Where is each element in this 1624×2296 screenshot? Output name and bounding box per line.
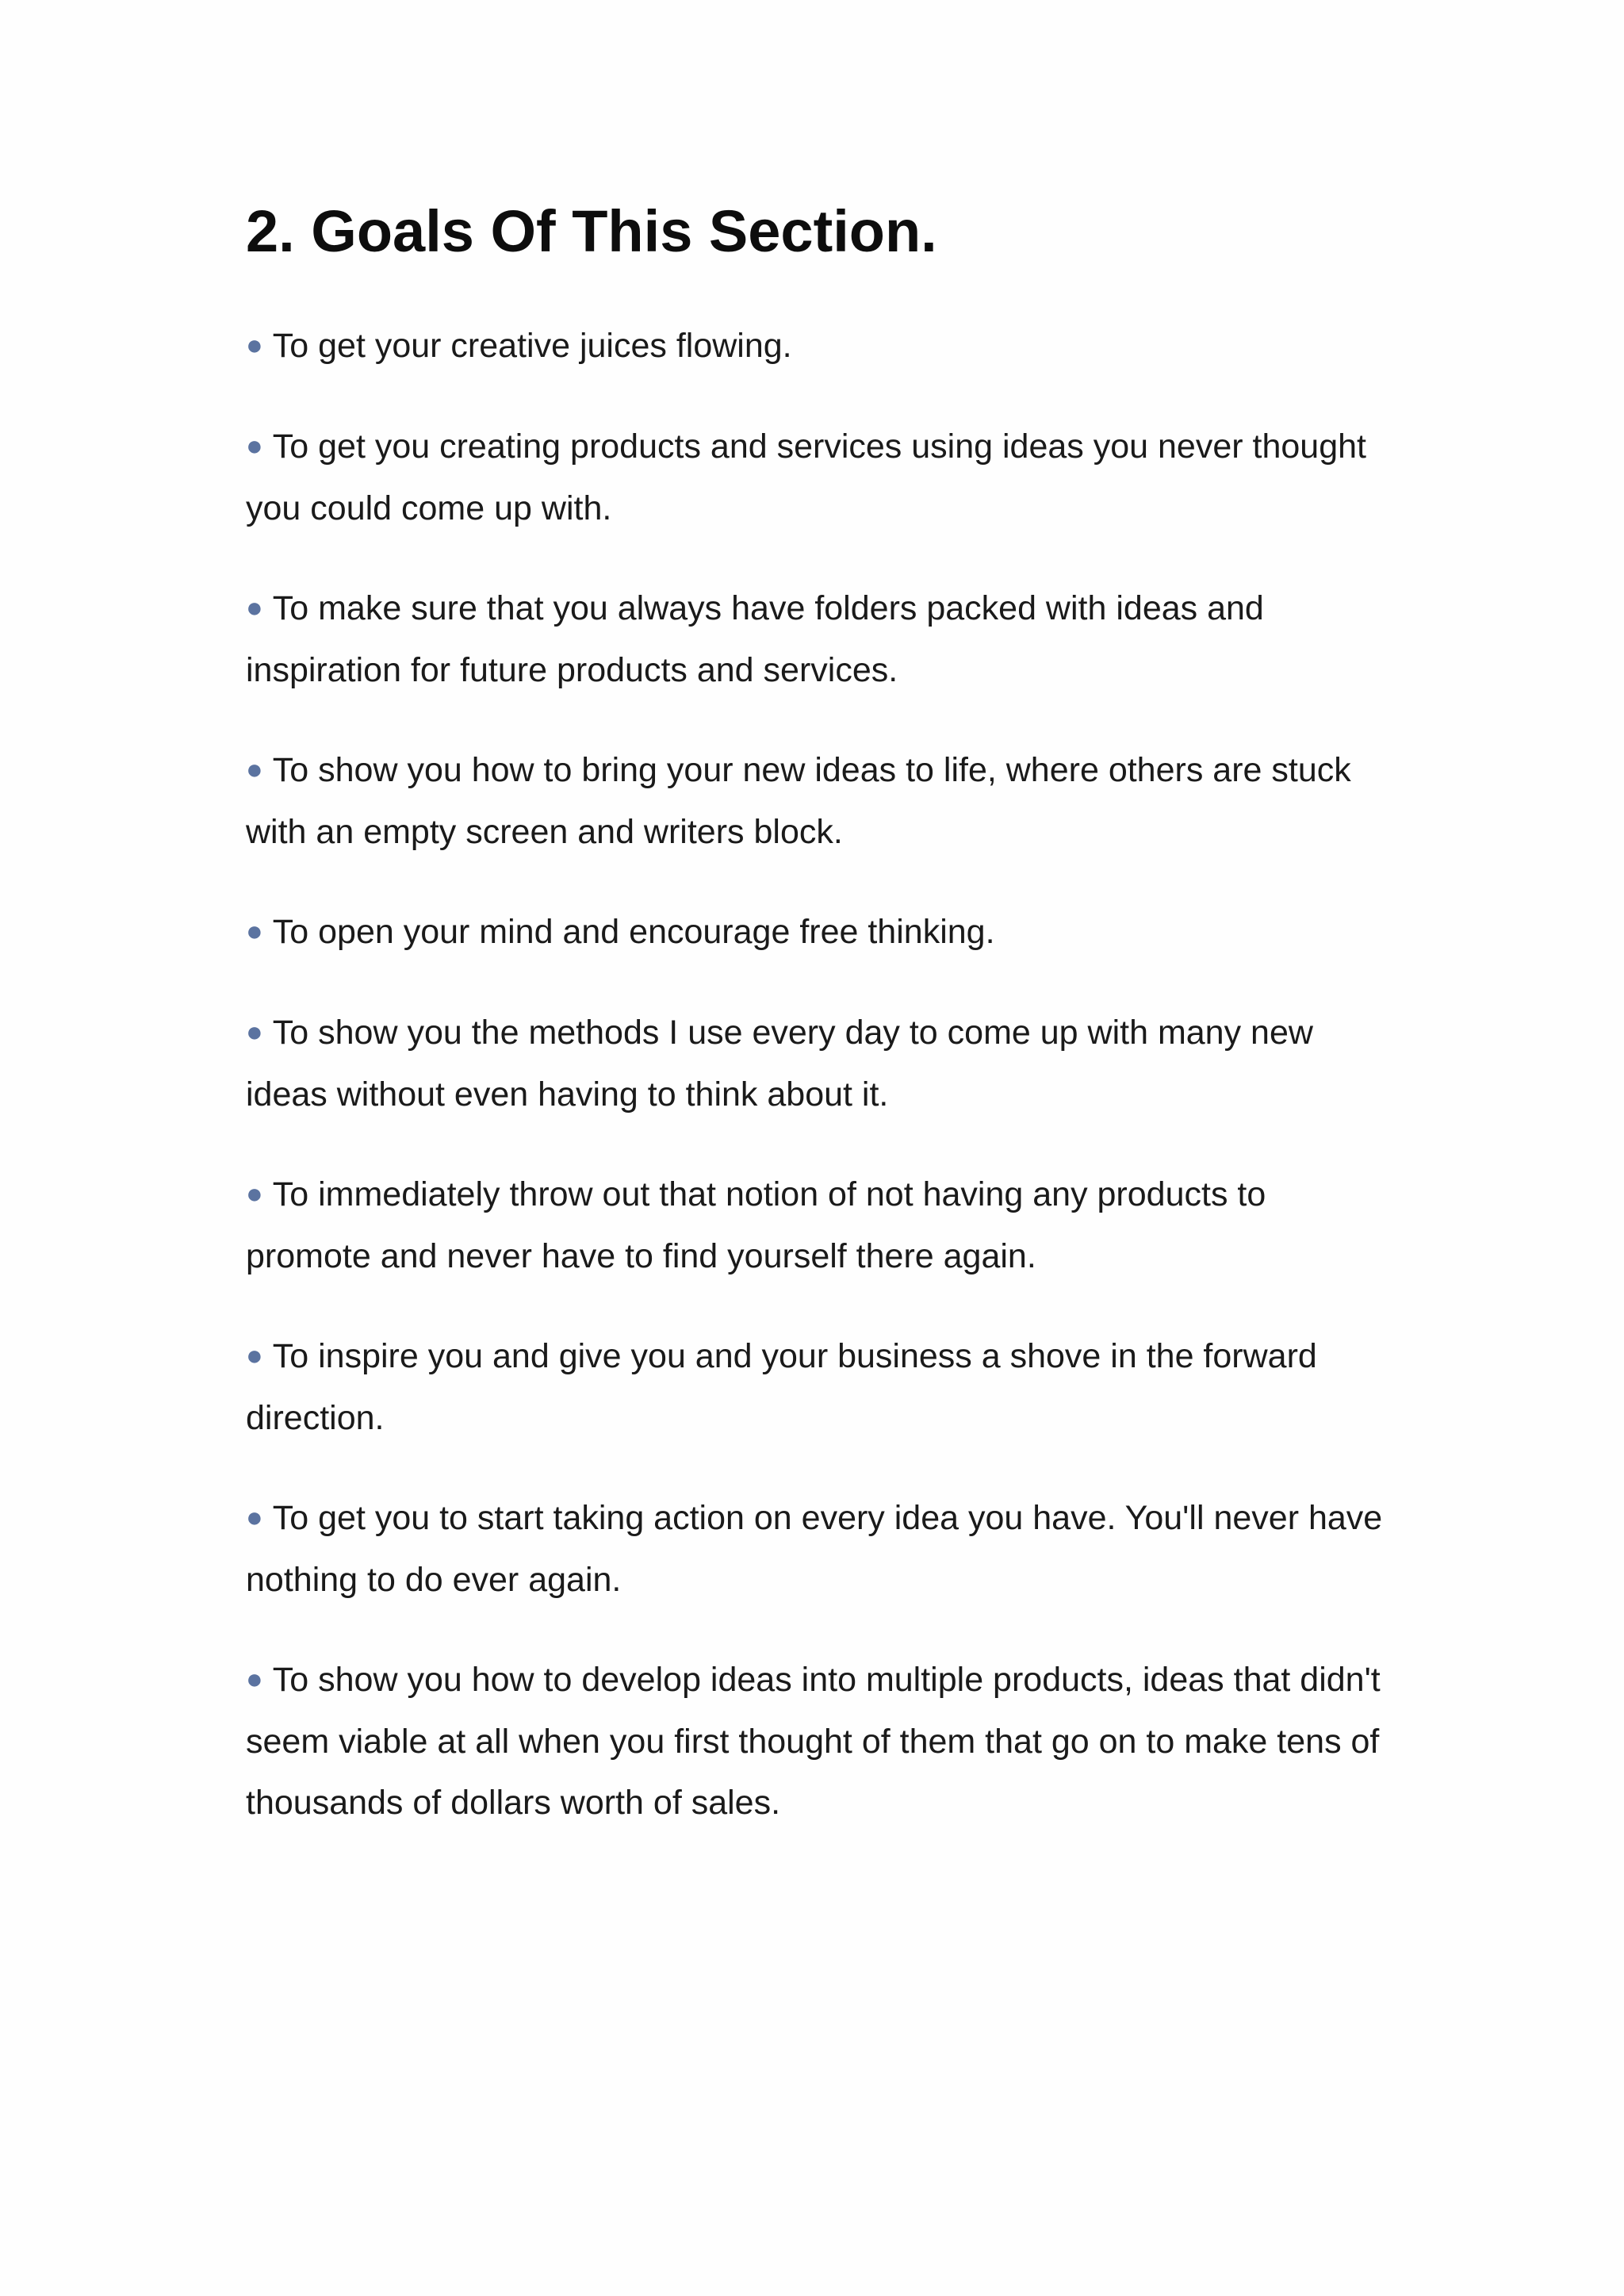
bullet-icon: ● <box>246 1015 263 1048</box>
list-item <box>246 1488 1396 1611</box>
page-content <box>246 190 1396 1872</box>
bullet-icon: ● <box>246 1339 263 1371</box>
list-item-text: To inspire you and give you and your business a shove in the forward direction. <box>246 1337 1317 1437</box>
bullet-icon: ● <box>246 591 263 623</box>
list-item-text: To make sure that you always have folders packed with ideas and inspiration for future products and services. <box>246 589 1264 689</box>
bullet-icon: ● <box>246 1501 263 1533</box>
bullet-icon: ● <box>246 328 263 361</box>
list-item-text: To show you how to bring your new ideas to life, where others are stuck with an empty screen and writers block. <box>246 751 1351 851</box>
bullet-icon: ● <box>246 914 263 947</box>
list-item <box>246 416 1396 539</box>
bullet-icon: ● <box>246 1177 263 1209</box>
list-item <box>246 1326 1396 1449</box>
list-item <box>246 316 1396 378</box>
list-item-text: To immediately throw out that notion of not having any products to promote and never have to find yourself there again. <box>246 1175 1266 1275</box>
list-item <box>246 1002 1396 1125</box>
list-item-text: To open your mind and encourage free thinking. <box>272 913 995 951</box>
list-item-text: To show you the methods I use every day to come up with many new ideas without even having to think about it. <box>246 1014 1313 1114</box>
list-item <box>246 1164 1396 1287</box>
list-item-text: To get you to start taking action on every idea you have. You'll never have nothing to do ever again. <box>246 1499 1383 1599</box>
list-item <box>246 1650 1396 1834</box>
list-item-text: To get you creating products and services using ideas you never thought you could come up with. <box>246 427 1366 527</box>
goals-list <box>246 316 1396 1834</box>
section-title: 2. Goals Of This Section. <box>246 198 937 264</box>
list-item-text: To show you how to develop ideas into multiple products, ideas that didn't seem viable at all when you first thought of them that go on to make tens of thousands of dollars worth of sales. <box>246 1661 1381 1822</box>
bullet-icon: ● <box>246 429 263 462</box>
bullet-icon: ● <box>246 1662 263 1695</box>
list-item <box>246 740 1396 863</box>
bullet-icon: ● <box>246 753 263 785</box>
list-item <box>246 578 1396 701</box>
list-item <box>246 902 1396 964</box>
list-item-text: To get your creative juices flowing. <box>272 327 792 365</box>
